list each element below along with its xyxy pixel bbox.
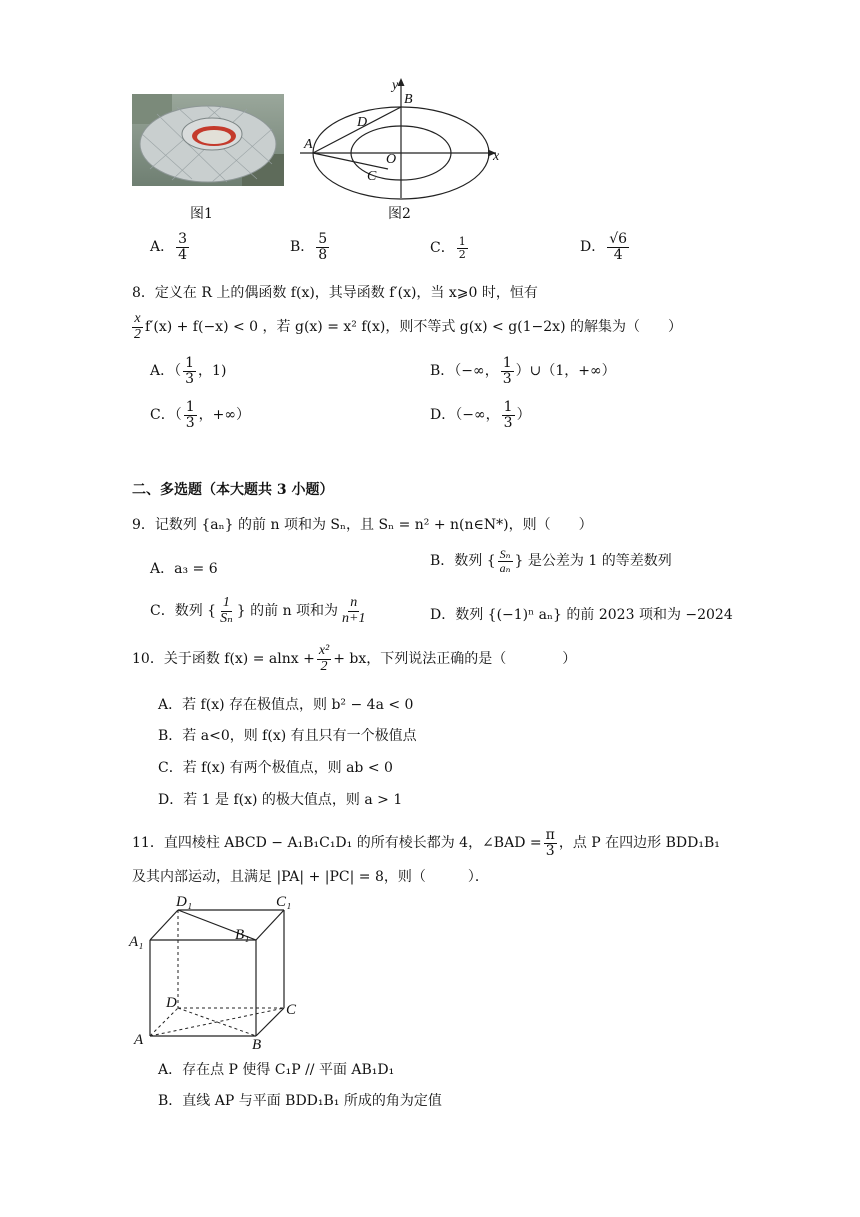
vertex-d-label: D bbox=[166, 995, 177, 1011]
section-heading: 二、多选题（本大题共 3 小题） bbox=[132, 482, 334, 498]
ellipse-diagram bbox=[300, 74, 510, 204]
q9-option-d: D．数列 {(−1)ⁿ aₙ} 的前 2023 项和为 −2024 bbox=[430, 607, 733, 623]
stadium-photo bbox=[132, 94, 284, 186]
q8-option-b: B．（−∞， $\frac{1}{3}$ ）∪（1，+∞） bbox=[430, 355, 616, 387]
q9-option-b: B．数列 { $\frac{\text{Sₙ}}{\text{aₙ}}$ } 是公差为 1 的等差数列 bbox=[430, 547, 672, 575]
axis-y-label: y bbox=[392, 78, 399, 93]
point-c-label: C bbox=[367, 169, 377, 184]
vertex-d1-label: D₁ bbox=[176, 894, 193, 910]
q8-stem-line1: 8．定义在 R 上的偶函数 f(x)，其导函数 f′(x)，当 x⩾0 时，恒有 bbox=[132, 285, 538, 301]
point-d-label: D bbox=[357, 115, 368, 130]
vertex-b1-label: B₁ bbox=[235, 927, 250, 943]
point-b-label: B bbox=[404, 92, 413, 107]
q8-option-c: C．（ $\frac{1}{3}$ ，+∞） bbox=[150, 399, 251, 431]
q11-stem-line2: 及其内部运动，且满足 |PA| + |PC| = 8，则（ ）． bbox=[132, 869, 489, 885]
vertex-c1-label: C₁ bbox=[276, 894, 292, 910]
figure1-caption: 图1 bbox=[190, 206, 213, 222]
point-a-label: A bbox=[304, 137, 313, 152]
q10-option-d: D．若 1 是 f(x) 的极大值点，则 a > 1 bbox=[158, 792, 403, 808]
q8-stem-line2: $\frac{x}{2}$ f′(x) + f(−x) < 0 ，若 g(x) = x² f(x)，则不等式 g(x) < g(1−2x) 的解集为（ ） bbox=[134, 311, 682, 342]
q7-option-a: A． $\frac{3}{4}$ bbox=[150, 231, 188, 263]
q11-option-a: A．存在点 P 使得 C₁P // 平面 AB₁D₁ bbox=[158, 1062, 395, 1078]
q9-stem: 9．记数列 {aₙ} 的前 n 项和为 Sₙ，且 Sₙ = n² + n(n∈N*)，则（ ） bbox=[132, 517, 593, 533]
axis-x-label: x bbox=[493, 149, 500, 164]
prism-diagram bbox=[128, 890, 303, 1050]
q7-option-b: B． $\frac{5}{8}$ bbox=[290, 231, 328, 263]
q10-option-a: A．若 f(x) 存在极值点，则 b² − 4a < 0 bbox=[158, 697, 414, 713]
vertex-a1-label: A₁ bbox=[129, 934, 144, 950]
vertex-a-label: A bbox=[134, 1032, 144, 1048]
q11-stem-line1: 11．直四棱柱 ABCD − A₁B₁C₁D₁ 的所有棱长都为 4，∠BAD = $\frac{\pi}{3}$ ，点 P 在四边形 BDD₁B₁ bbox=[132, 827, 720, 859]
q7-option-d: D． $\frac{√6}{4}$ bbox=[580, 231, 628, 263]
q7-option-c: C． $\frac{1}{2}$ bbox=[430, 235, 466, 261]
q11-option-b: B．直线 AP 与平面 BDD₁B₁ 所成的角为定值 bbox=[158, 1093, 442, 1109]
vertex-c-label: C bbox=[286, 1002, 297, 1018]
origin-label: O bbox=[386, 152, 397, 167]
q10-option-c: C．若 f(x) 有两个极值点，则 ab < 0 bbox=[158, 760, 393, 776]
q10-stem: 10．关于函数 f(x) = alnx + $\frac{\text{x²}}{2}$ + bx，下列说法正确的是（ ） bbox=[132, 643, 577, 674]
q9-option-a: A．a₃ = 6 bbox=[150, 561, 218, 577]
figure2-caption: 图2 bbox=[388, 206, 411, 222]
vertex-b-label: B bbox=[252, 1037, 262, 1050]
q10-option-b: B．若 a<0，则 f(x) 有且只有一个极值点 bbox=[158, 728, 417, 744]
q9-option-c: C．数列 { $\frac{1}{\text{Sₙ}}$ } 的前 n 项和为 $\frac{n}{n+1}$ bbox=[150, 595, 366, 626]
q8-option-d: D．（−∞， $\frac{1}{3}$ ） bbox=[430, 399, 531, 431]
q8-option-a: A．（ $\frac{1}{3}$ ，1) bbox=[150, 355, 227, 387]
